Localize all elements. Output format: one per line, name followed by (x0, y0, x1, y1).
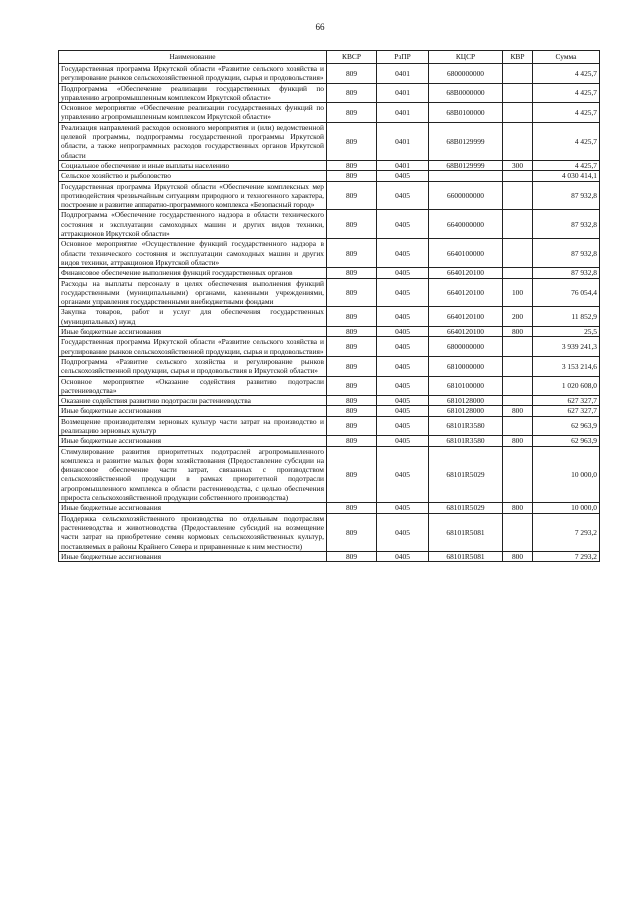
rzpr-cell: 0405 (377, 278, 429, 307)
sum-cell: 627 327,7 (533, 406, 600, 416)
table-row (59, 406, 600, 416)
sum-cell: 87 932,8 (533, 268, 600, 278)
kvr-cell (503, 376, 533, 396)
table-row (59, 503, 600, 513)
kvr-cell: 300 (503, 160, 533, 170)
rzpr-cell: 0401 (377, 103, 429, 123)
sum-cell: 7 293,2 (533, 551, 600, 561)
rzpr-cell: 0405 (377, 436, 429, 446)
kvsr-cell: 809 (327, 406, 377, 416)
kvsr-cell: 809 (327, 278, 377, 307)
table-row (59, 83, 600, 103)
kcsr-cell: 6810128000 (429, 406, 503, 416)
kvsr-cell: 809 (327, 268, 377, 278)
sum-cell: 25,5 (533, 327, 600, 337)
table-row (59, 64, 600, 84)
name-cell: Основное мероприятие «Обеспечение реализации государственных функций по управлению агропромышленным комплексом Иркутской области» (59, 103, 327, 123)
name-cell: Основное мероприятие «Осуществление функций государственного надзора в области технического состояния и эксплуатации самоходных машин и других видов техники, аттракционов Иркутской области» (59, 239, 327, 268)
rzpr-cell: 0401 (377, 83, 429, 103)
rzpr-cell: 0405 (377, 268, 429, 278)
sum-cell: 87 932,8 (533, 181, 600, 210)
rzpr-cell: 0405 (377, 376, 429, 396)
kcsr-cell: 6640100000 (429, 239, 503, 268)
column-header-rzpr: РзПР (377, 51, 429, 64)
kvr-cell (503, 239, 533, 268)
kvsr-cell: 809 (327, 503, 377, 513)
kcsr-cell: 68101R3580 (429, 416, 503, 436)
kvsr-cell: 809 (327, 436, 377, 446)
kcsr-cell: 6640120100 (429, 268, 503, 278)
name-cell: Подпрограмма «Обеспечение реализации государственных функций по управлению агропромышленным комплексом Иркутской области» (59, 83, 327, 103)
kvsr-cell: 809 (327, 64, 377, 84)
name-cell: Основное мероприятие «Оказание содействия развитию подотрасли растениеводства» (59, 376, 327, 396)
kcsr-cell: 6640000000 (429, 210, 503, 239)
kvr-cell (503, 416, 533, 436)
name-cell: Государственная программа Иркутской области «Обеспечение комплексных мер противодействия чрезвычайным ситуациям природного и техногенного характера, построение и развитие аппаратно-программного комплекса «Безопасный город» (59, 181, 327, 210)
table-header-row (59, 51, 600, 64)
kcsr-cell: 68B0100000 (429, 103, 503, 123)
sum-cell: 4 425,7 (533, 64, 600, 84)
rzpr-cell: 0405 (377, 181, 429, 210)
sum-cell: 76 054,4 (533, 278, 600, 307)
table-row (59, 396, 600, 406)
name-cell: Иные бюджетные ассигнования (59, 503, 327, 513)
table-row (59, 239, 600, 268)
column-header-sum: Сумма (533, 51, 600, 64)
name-cell: Поддержка сельскохозяйственного производства по отдельным подотраслям растениеводства и животноводства (Предоставление субсидий на возмещение части затрат на приобретение семян кормовых сельскохозяйственных культур, поставляемых в районы Крайнего Севера и приравненные к ним местности) (59, 513, 327, 551)
name-cell: Подпрограмма «Развитие сельского хозяйства и регулирование рынков сельскохозяйственной продукции, сырья и продовольствия в Иркутской области» (59, 356, 327, 376)
kvsr-cell: 809 (327, 210, 377, 239)
kvr-cell: 800 (503, 503, 533, 513)
table-row (59, 337, 600, 357)
table-row (59, 327, 600, 337)
kvr-cell (503, 64, 533, 84)
budget-table (58, 50, 600, 562)
table-body (59, 64, 600, 562)
kcsr-cell: 6800000000 (429, 64, 503, 84)
kvr-cell: 800 (503, 551, 533, 561)
kvsr-cell: 809 (327, 396, 377, 406)
rzpr-cell: 0405 (377, 446, 429, 503)
rzpr-cell: 0405 (377, 327, 429, 337)
kvr-cell (503, 83, 533, 103)
sum-cell: 7 293,2 (533, 513, 600, 551)
name-cell: Сельское хозяйство и рыболовство (59, 171, 327, 181)
rzpr-cell: 0405 (377, 171, 429, 181)
kvsr-cell: 809 (327, 307, 377, 327)
kvr-cell: 800 (503, 436, 533, 446)
kvsr-cell: 809 (327, 83, 377, 103)
kvr-cell (503, 356, 533, 376)
kvr-cell: 800 (503, 327, 533, 337)
name-cell: Государственная программа Иркутской области «Развитие сельского хозяйства и регулирование рынков сельскохозяйственной продукции, сырья и продовольствия» (59, 64, 327, 84)
kcsr-cell: 68B0000000 (429, 83, 503, 103)
kvr-cell (503, 337, 533, 357)
kvr-cell (503, 268, 533, 278)
rzpr-cell: 0405 (377, 356, 429, 376)
rzpr-cell: 0405 (377, 503, 429, 513)
kvr-cell (503, 181, 533, 210)
kvsr-cell: 809 (327, 171, 377, 181)
name-cell: Стимулирование развития приоритетных подотраслей агропромышленного комплекса и развитие малых форм хозяйствования (Предоставление субсидии на финансовое обеспечение части затрат, связанных с производством сельскохозяйственной продукции в рамках приоритетной подотрасли агропромышленного комплекса в области растениеводства, с целью обеспечения прироста сельскохозяйственной продукции собственного производства) (59, 446, 327, 503)
table-row (59, 436, 600, 446)
kvr-cell (503, 210, 533, 239)
rzpr-cell: 0401 (377, 64, 429, 84)
kcsr-cell: 6800000000 (429, 337, 503, 357)
kvsr-cell: 809 (327, 160, 377, 170)
sum-cell: 3 939 241,3 (533, 337, 600, 357)
table-row (59, 122, 600, 160)
table-row (59, 416, 600, 436)
kcsr-cell: 68B0129999 (429, 122, 503, 160)
sum-cell: 62 963,9 (533, 436, 600, 446)
table-row (59, 171, 600, 181)
kvsr-cell: 809 (327, 327, 377, 337)
sum-cell: 62 963,9 (533, 416, 600, 436)
sum-cell: 4 425,7 (533, 160, 600, 170)
kvr-cell (503, 171, 533, 181)
kcsr-cell: 68101R5029 (429, 503, 503, 513)
name-cell: Возмещение производителям зерновых культур части затрат на производство и реализацию зерновых культур (59, 416, 327, 436)
table-row (59, 160, 600, 170)
kvr-cell (503, 513, 533, 551)
kcsr-cell: 68B0129999 (429, 160, 503, 170)
kvsr-cell: 809 (327, 416, 377, 436)
kvr-cell: 800 (503, 406, 533, 416)
table-row (59, 307, 600, 327)
kcsr-cell: 68101R5081 (429, 551, 503, 561)
table-row (59, 268, 600, 278)
kvr-cell (503, 396, 533, 406)
kcsr-cell: 6810000000 (429, 356, 503, 376)
page-number: 66 (315, 22, 325, 32)
kvr-cell (503, 446, 533, 503)
kvsr-cell: 809 (327, 103, 377, 123)
rzpr-cell: 0405 (377, 513, 429, 551)
kvr-cell: 200 (503, 307, 533, 327)
table-row (59, 551, 600, 561)
kvsr-cell: 809 (327, 356, 377, 376)
kcsr-cell: 6810100000 (429, 376, 503, 396)
kcsr-cell: 6600000000 (429, 181, 503, 210)
rzpr-cell: 0405 (377, 406, 429, 416)
name-cell: Иные бюджетные ассигнования (59, 327, 327, 337)
name-cell: Социальное обеспечение и иные выплаты населению (59, 160, 327, 170)
rzpr-cell: 0405 (377, 396, 429, 406)
name-cell: Иные бюджетные ассигнования (59, 406, 327, 416)
table-row (59, 356, 600, 376)
kcsr-cell: 6640120100 (429, 278, 503, 307)
kcsr-cell: 6640120100 (429, 307, 503, 327)
sum-cell: 627 327,7 (533, 396, 600, 406)
name-cell: Финансовое обеспечение выполнения функций государственных органов (59, 268, 327, 278)
table-row (59, 210, 600, 239)
name-cell: Иные бюджетные ассигнования (59, 436, 327, 446)
kvsr-cell: 809 (327, 337, 377, 357)
kvsr-cell: 809 (327, 446, 377, 503)
rzpr-cell: 0405 (377, 210, 429, 239)
sum-cell: 1 020 608,0 (533, 376, 600, 396)
kcsr-cell (429, 171, 503, 181)
sum-cell: 4 030 414,1 (533, 171, 600, 181)
table-row (59, 103, 600, 123)
table-row (59, 278, 600, 307)
rzpr-cell: 0405 (377, 307, 429, 327)
sum-cell: 4 425,7 (533, 83, 600, 103)
kvsr-cell: 809 (327, 181, 377, 210)
kvr-cell: 100 (503, 278, 533, 307)
name-cell: Закупка товаров, работ и услуг для обеспечения государственных (муниципальных) нужд (59, 307, 327, 327)
rzpr-cell: 0405 (377, 239, 429, 268)
rzpr-cell: 0405 (377, 416, 429, 436)
sum-cell: 10 000,0 (533, 503, 600, 513)
kcsr-cell: 68101R3580 (429, 436, 503, 446)
rzpr-cell: 0405 (377, 337, 429, 357)
kvr-cell (503, 122, 533, 160)
sum-cell: 11 852,9 (533, 307, 600, 327)
sum-cell: 87 932,8 (533, 210, 600, 239)
column-header-kcsr: КЦСР (429, 51, 503, 64)
rzpr-cell: 0401 (377, 122, 429, 160)
rzpr-cell: 0401 (377, 160, 429, 170)
table-row (59, 376, 600, 396)
sum-cell: 4 425,7 (533, 103, 600, 123)
kvr-cell (503, 103, 533, 123)
sum-cell: 4 425,7 (533, 122, 600, 160)
kvsr-cell: 809 (327, 513, 377, 551)
kvsr-cell: 809 (327, 376, 377, 396)
table-row (59, 513, 600, 551)
sum-cell: 3 153 214,6 (533, 356, 600, 376)
kcsr-cell: 6640120100 (429, 327, 503, 337)
kvsr-cell: 809 (327, 122, 377, 160)
name-cell: Иные бюджетные ассигнования (59, 551, 327, 561)
kcsr-cell: 68101R5029 (429, 446, 503, 503)
column-header-kvsr: КВСР (327, 51, 377, 64)
sum-cell: 87 932,8 (533, 239, 600, 268)
sum-cell: 10 000,0 (533, 446, 600, 503)
column-header-kvr: КВР (503, 51, 533, 64)
name-cell: Расходы на выплаты персоналу в целях обеспечения выполнения функций государственными (муниципальными) органами, казенными учреждениями, органами управления государственными внебюджетными фондами (59, 278, 327, 307)
kcsr-cell: 6810128000 (429, 396, 503, 406)
table-row (59, 446, 600, 503)
name-cell: Оказание содействия развитию подотрасли растениеводства (59, 396, 327, 406)
name-cell: Реализация направлений расходов основного мероприятия и (или) ведомственной целевой программы, подпрограммы государственной программы Иркутской области, а также непрограммных расходов государственных органов Иркутской области (59, 122, 327, 160)
kcsr-cell: 68101R5081 (429, 513, 503, 551)
name-cell: Государственная программа Иркутской области «Развитие сельского хозяйства и регулирование рынков сельскохозяйственной продукции, сырья и продовольствия» (59, 337, 327, 357)
column-header-name: Наименование (59, 51, 327, 64)
table-row (59, 181, 600, 210)
kvsr-cell: 809 (327, 239, 377, 268)
rzpr-cell: 0405 (377, 551, 429, 561)
name-cell: Подпрограмма «Обеспечение государственного надзора в области технического состояния и эксплуатации самоходных машин и других видов техники, аттракционов Иркутской области» (59, 210, 327, 239)
kvsr-cell: 809 (327, 551, 377, 561)
